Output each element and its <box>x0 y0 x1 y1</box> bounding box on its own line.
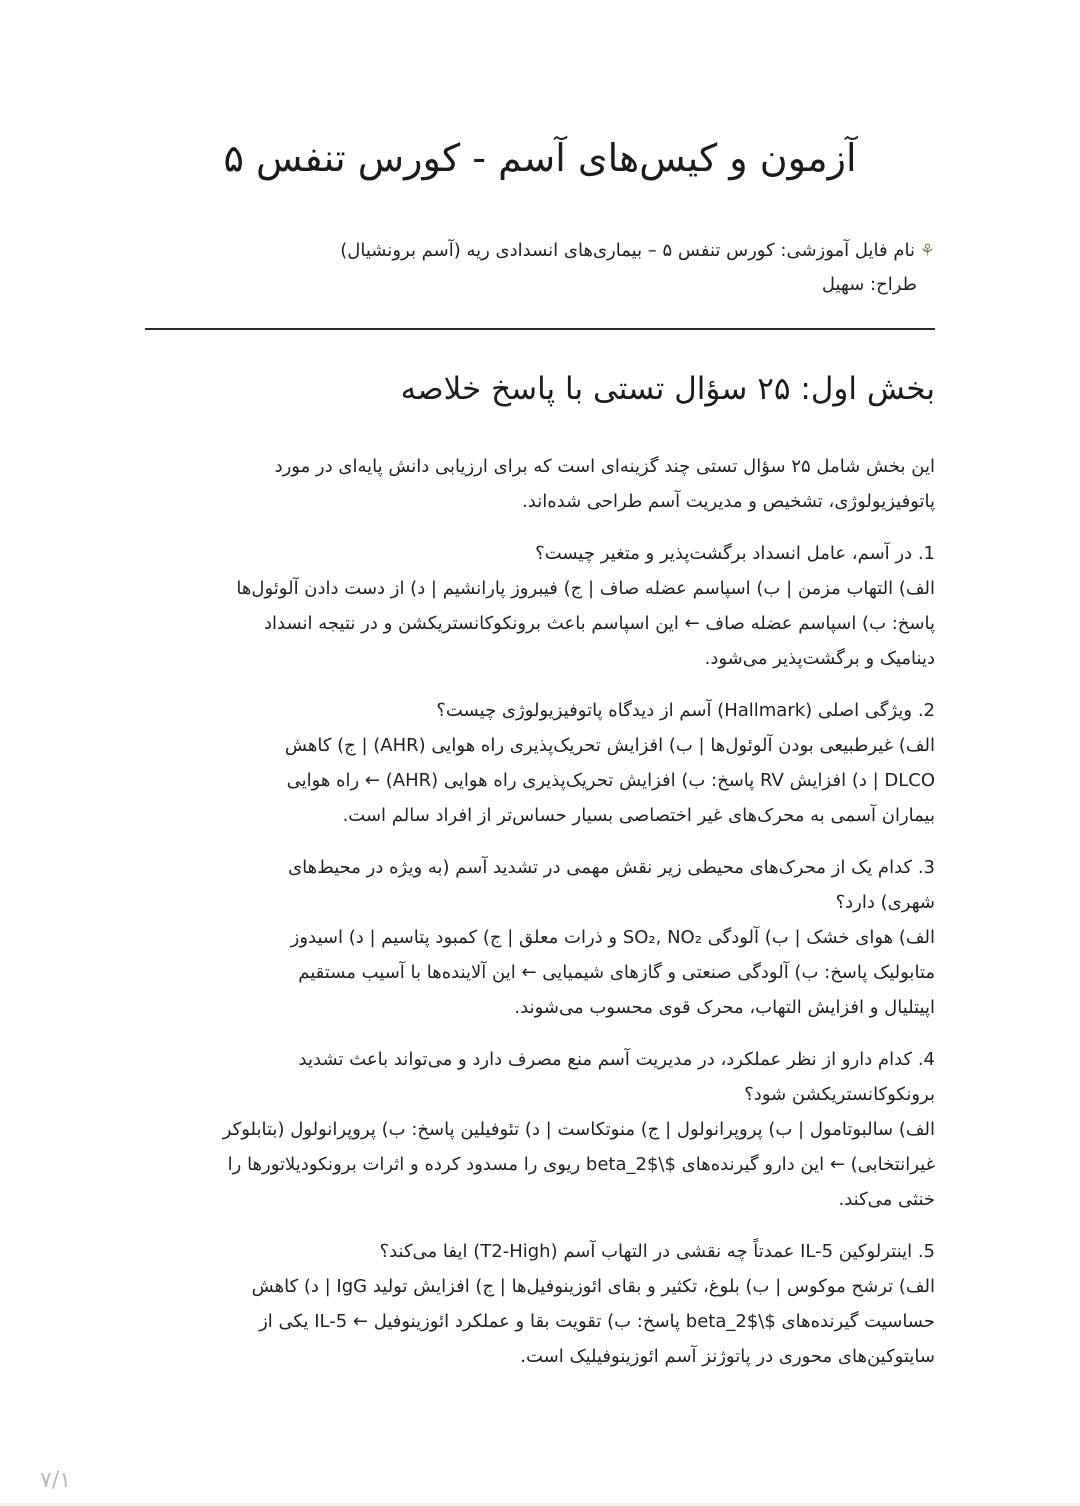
leaf-icon: ⚘ <box>919 241 935 261</box>
question-line: الف) سالبوتامول | ب) پروپرانولول | ج) منوتکاست | د) تئوفیلین پاسخ: ب) پروپرانولول (بتابلوکر <box>222 1119 935 1140</box>
question-line: الف) هوای خشک | ب) آلودگی SO₂, NO₂ و ذرات معلق | ج) کمبود پتاسیم | د) اسیدوز <box>290 927 935 948</box>
question-line: 1. در آسم، عامل انسداد برگشت‌پذیر و متغیر چیست؟ <box>535 543 935 564</box>
question-line: حساسیت گیرنده‌های $\beta_2$ پاسخ: ب) تقویت بقا و عملکرد ائوزینوفیل ← IL-5 یکی از <box>259 1311 935 1332</box>
question-line: سایتوکین‌های محوری در پاتوژنز آسم ائوزینوفیلیک است. <box>520 1346 935 1367</box>
question-line: بیماران آسمی به محرک‌های غیر اختصاصی بسیار حساس‌تر از افراد سالم است. <box>342 805 935 826</box>
question-2 <box>145 693 935 833</box>
question-line: الف) التهاب مزمن | ب) اسپاسم عضله صاف | ج) فیبروز پارانشیم | د) از دست دادن آلوئول‌ها <box>236 578 935 599</box>
question-line: اپیتلیال و افزایش التهاب، محرک قوی محسوب می‌شوند. <box>514 997 935 1018</box>
question-4 <box>145 1042 935 1217</box>
intro-line: این بخش شامل ۲۵ سؤال تستی چند گزینه‌ای است که برای ارزیابی دانش پایه‌ای در مورد <box>274 456 935 477</box>
horizontal-divider <box>145 328 935 330</box>
question-3 <box>145 850 935 1025</box>
question-line: دینامیک و برگشت‌پذیر می‌شود. <box>704 648 935 669</box>
file-name: نام فایل آموزشی: کورس تنفس ۵ – بیماری‌های انسدادی ریه (آسم برونشیال) <box>340 240 915 261</box>
question-line: DLCO | د) افزایش RV پاسخ: ب) افزایش تحریک‌پذیری راه هوایی (AHR) ← راه هوایی <box>286 770 935 791</box>
file-name-line <box>145 234 935 268</box>
question-line: شهری) دارد؟ <box>835 892 935 913</box>
question-line: 3. کدام یک از محرک‌های محیطی زیر نقش مهمی در تشدید آسم (به ویژه در محیط‌های <box>288 857 935 878</box>
question-line: متابولیک پاسخ: ب) آلودگی صنعتی و گازهای شیمیایی ← این آلاینده‌ها با آسیب مستقیم <box>298 962 935 983</box>
question-line: برونکوکانستریکشن شود؟ <box>744 1084 935 1105</box>
question-line: پاسخ: ب) اسپاسم عضله صاف ← این اسپاسم باعث برونکوکانستریکشن و در نتیجه انسداد <box>264 613 935 634</box>
question-line: 4. کدام دارو از نظر عملکرد، در مدیریت آسم منع مصرف دارد و می‌تواند باعث تشدید <box>298 1049 935 1070</box>
question-line: الف) غیرطبیعی بودن آلوئول‌ها | ب) افزایش تحریک‌پذیری راه هوایی (AHR) | ج) کاهش <box>284 735 935 756</box>
section-title: بخش اول: ۲۵ سؤال تستی با پاسخ خلاصه <box>400 371 935 407</box>
question-line: غیرانتخابی) ← این دارو گیرنده‌های $\beta_2$ ریوی را مسدود کرده و اثرات برونکودیلاتورها را <box>227 1154 935 1175</box>
question-line: الف) ترشح موکوس | ب) بلوغ، تکثیر و بقای ائوزینوفیل‌ها | ج) افزایش تولید IgG | د) کاهش <box>251 1276 935 1297</box>
question-1 <box>145 536 935 676</box>
question-5 <box>145 1234 935 1374</box>
intro-line: پاتوفیزیولوژی، تشخیص و مدیریت آسم طراحی شده‌اند. <box>522 491 935 512</box>
file-info <box>145 234 935 302</box>
question-line: 5. اینترلوکین IL-5 عمدتاً چه نقشی در التهاب آسم (T2-High) ایفا می‌کند؟ <box>379 1241 935 1262</box>
intro-paragraph <box>145 449 935 519</box>
designer-line: طراح: سهیل <box>821 274 917 295</box>
document-body <box>145 449 935 1391</box>
page-title: آزمون و کیس‌های آسم - کورس تنفس ۵ <box>223 136 857 180</box>
question-line: خنثی می‌کند. <box>838 1189 935 1210</box>
page-number: ۷/۱ <box>40 1468 72 1493</box>
question-line: 2. ویژگی اصلی (Hallmark) آسم از دیدگاه پاتوفیزیولوژی چیست؟ <box>436 700 935 721</box>
